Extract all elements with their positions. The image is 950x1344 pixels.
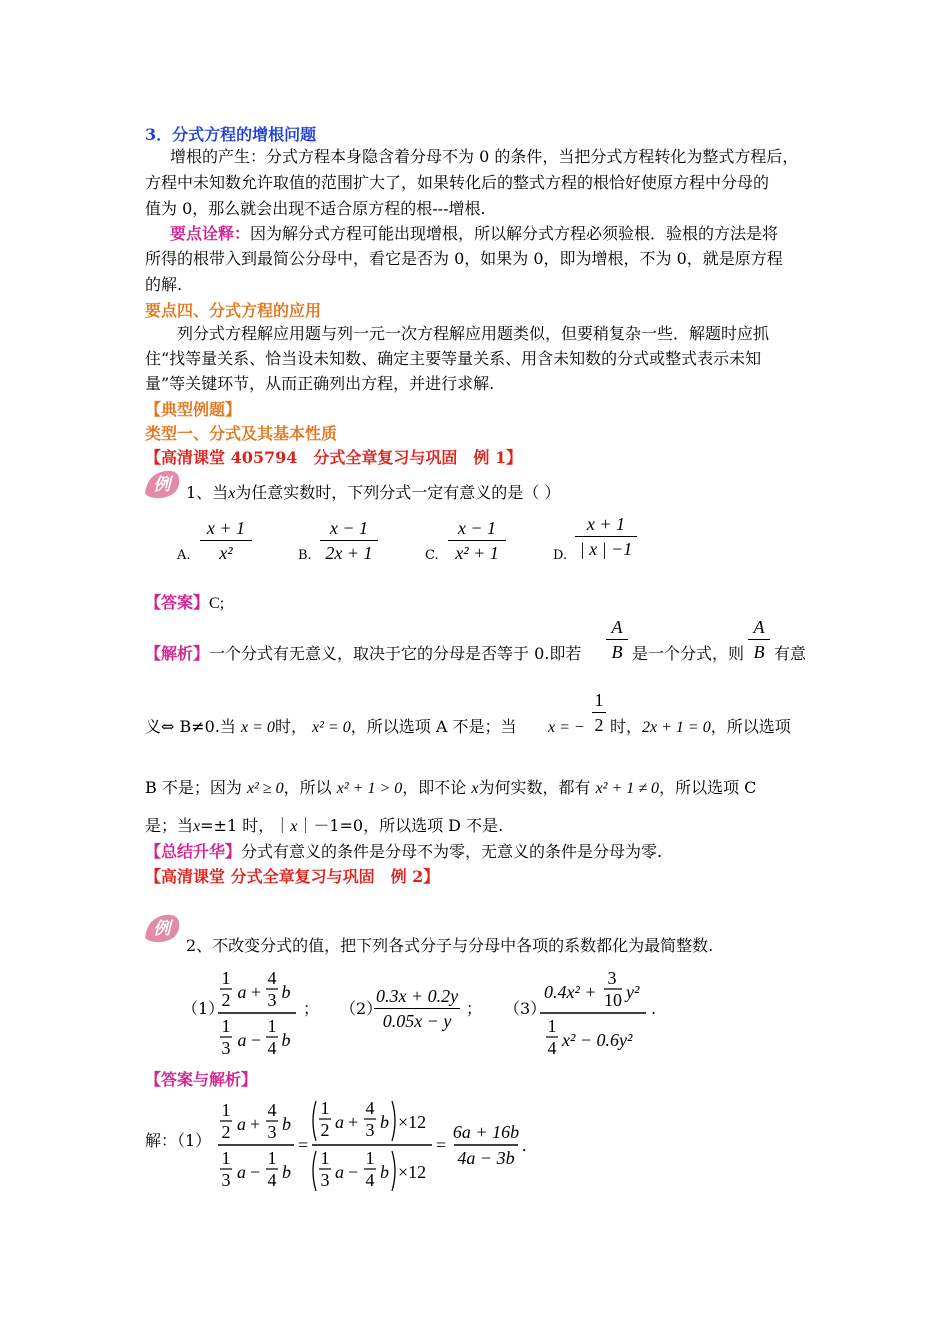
frac-num: A [611,617,623,637]
option-a-label: A. [177,548,191,563]
analysis-l1b: 是一个分式，则 [632,644,745,663]
section3-p1-line2: 方程中未知数允许取值的范围扩大了，如果转化后的整式方程的根恰好使原方程中分母的 [145,173,770,192]
option-b-label: B. [298,548,312,563]
b3: a [335,1112,344,1132]
option-d-fraction [575,513,637,560]
section3-note-line2: 所得的根带入到最简公分母中，看它是否为 0，如果为 0，即为增根，不为 0，就是原方程 [145,249,783,268]
frac-num: A [753,617,765,637]
frac-den: B [753,642,765,662]
l3a: B 不是；因为 [145,778,242,797]
ex1-tag: 【高清课堂 405794 分式全章复习与巩固 例 1】 [145,448,523,467]
va2: a [237,1030,247,1050]
n3: 3 [607,968,617,988]
ex2-part3-fraction [540,965,650,1059]
a13: 4 [267,1170,277,1190]
f3a: 0.4x² + [544,982,597,1002]
end-dot: . [651,999,657,1018]
a10: a [237,1162,246,1182]
badge-text: 例 [153,475,171,495]
frac-den: | x | −1 [579,539,633,559]
n1: 1 [547,1016,557,1036]
l2a: 义⇔ B≠0.当 [145,717,236,736]
l2i: ，所以选项 [710,717,791,736]
n1: 1 [221,968,231,988]
analysis-line2a [145,714,516,741]
l2d: x² = 0 [312,719,351,736]
ex2-part1-fraction [218,965,298,1059]
l2c: 时， [274,717,307,736]
d4: 4 [267,1038,277,1058]
va: a [237,982,247,1002]
frac-num: x + 1 [586,514,626,534]
section4-heading: 要点四、分式方程的应用 [145,301,322,320]
frac-num: x − 1 [329,518,369,538]
f3b: x² − 0.6y² [562,1030,633,1050]
q-post: 为任意实数时，下列分式一定有意义的是（ ） [235,483,561,502]
summary-label: 【总结升华】 [145,842,242,861]
option-a-fraction [200,517,252,564]
option-c-fraction [448,517,506,564]
l2h: 2x + 1 = 0 [642,719,711,736]
frac-den: 2x + 1 [325,543,373,563]
summary-text: 分式有意义的条件是分母不为零，无意义的条件是分母为零. [241,842,663,861]
l3f: x [471,780,479,797]
frac-num: x + 1 [206,518,246,538]
frac-den: B [611,642,623,662]
section4-line3: 量”等关键环节，从而正确列出方程，并进行求解. [145,374,495,393]
answer-label: 【答案】 [145,593,210,612]
frac-a-over-b-2 [748,616,770,663]
ex2-part2-label: （2） [340,999,383,1018]
section3-note [170,221,778,247]
d10: 10 [604,990,622,1010]
analysis-label: 【解析】 [145,644,210,663]
ex2-question: 2、不改变分式的值，把下列各式分子与分母中各项的系数都化为最简整数. [186,936,714,955]
b8: ×12 [398,1112,427,1132]
frac-den: x² + 1 [455,543,499,563]
section4-line1: 列分式方程解应用题与列一元一次方程解应用题类似，但要稍复杂一些．解题时应抓 [177,324,770,343]
l3i: ，所以选项 C [659,778,757,797]
a8: 1 [221,1148,231,1168]
frac-num: 0.3x + 0.2y [375,986,459,1006]
ex1-answer [145,590,224,617]
eq1: = [298,1135,309,1155]
frac-den: x² [219,543,233,563]
a5: 4 [267,1100,277,1120]
b9: 1 [320,1148,330,1168]
sep1: ； [303,999,320,1018]
ex1-summary [145,839,662,865]
b7: b [380,1112,389,1132]
analysis-l1c: 有意 [774,644,807,663]
note-label: 要点诠释： [170,224,251,243]
ex2-solution-equation [218,1093,538,1197]
answer-value: C; [209,595,225,612]
q-var: x [228,485,236,502]
b6: 3 [365,1120,375,1140]
plus: + [250,982,262,1002]
note-line1: 因为解分式方程可能出现增根，所以解分式方程必须验根．验根的方法是将 [250,224,779,243]
sep2: ； [466,999,483,1018]
a4: + [250,1114,261,1134]
section4-line2: 住“找等量关系、恰当设未知数、确定主要等量关系、用含未知数的分式或整式表示未知 [145,349,762,368]
example-badge-icon [143,912,183,946]
b15: b [380,1162,389,1182]
n1c: 1 [267,1016,277,1036]
analysis-line4 [145,813,503,840]
l3e: ，即不论 [402,778,467,797]
section3-heading: 3．分式方程的增根问题 [145,125,317,144]
a2: 2 [221,1122,231,1142]
a11: − [250,1162,261,1182]
b1: 1 [320,1098,330,1118]
frac-num: 1 [594,690,604,710]
b13: 1 [365,1148,375,1168]
a9: 3 [221,1170,231,1190]
l3d: x² + 1 > 0 [336,780,403,797]
section3-p1-line1: 增根的产生：分式方程本身隐含着分母不为 0 的条件，当把分式方程转化为整式方程后， [170,147,799,166]
ex1-question [186,480,560,507]
r3: . [522,1135,527,1155]
b12: − [348,1162,359,1182]
l3c: ，所以 [283,778,332,797]
l3g: 为何实数，都有 [478,778,591,797]
l2f: x = − [548,719,585,736]
a7: b [282,1114,291,1134]
analysis-line2b [610,714,791,741]
frac-num: x − 1 [457,518,497,538]
analysis-l1a: 一个分式有无意义，取决于它的分母是否等于 0.即若 [209,644,582,663]
n1b: 1 [221,1016,231,1036]
frac-a-over-b-1 [606,616,628,663]
examples-heading: 【典型例题】 [145,400,242,419]
vb: b [281,982,291,1002]
l3b: x² ≥ 0 [246,780,284,797]
section3-note-line3: 的解. [145,275,183,294]
l4e: ｜－1=0，所以选项 D 不是. [297,816,504,835]
a12: 1 [267,1148,277,1168]
analysis-line1 [145,641,581,667]
d3b: 3 [221,1038,231,1058]
b16: ×12 [398,1162,427,1182]
ex2-part2-fraction [374,985,460,1032]
r1: 6a + 16b [452,1122,520,1142]
analysis-line3 [145,775,756,802]
solve-label: 解：（1） [145,1131,212,1150]
a1: 1 [221,1100,231,1120]
d4: 4 [547,1038,557,1058]
ex2-answer-label: 【答案与解析】 [145,1070,258,1089]
q-pre: 1、当 [186,483,229,502]
a14: b [282,1162,291,1182]
option-b-fraction [320,517,378,564]
type1-heading: 类型一、分式及其基本性质 [145,424,338,443]
l4b: x [193,818,201,835]
example-badge-icon [143,468,183,502]
b14: 4 [365,1170,375,1190]
l3h: x² + 1 ≠ 0 [595,780,660,797]
l2g: 时， [610,717,643,736]
a6: 3 [267,1122,277,1142]
analysis-l2f [548,714,585,741]
d2: 2 [221,990,231,1010]
b4: + [348,1112,359,1132]
l2b: x = 0 [241,719,275,736]
l4c: =±1 时，｜ [200,816,291,835]
frac-one-half [592,689,606,736]
frac-den: 0.05x − y [382,1011,452,1031]
vb2: b [281,1030,291,1050]
ex2-part1-label: （1） [182,999,225,1018]
l2e: ，所以选项 A 不是；当 [350,717,517,736]
b2: 2 [320,1120,330,1140]
d3: 3 [267,990,277,1010]
l4a: 是；当 [145,816,194,835]
option-c-label: C. [425,548,439,563]
l4d: x [290,818,298,835]
frac-den: 2 [594,715,604,735]
a3: a [237,1114,246,1134]
n4: 4 [267,968,277,988]
b11: a [335,1162,344,1182]
option-d-label: D. [553,548,568,563]
badge-text: 例 [153,919,171,939]
ex2-tag: 【高清课堂 分式全章复习与巩固 例 2】 [145,867,440,886]
y2: y² [626,982,640,1002]
b5: 4 [365,1098,375,1118]
section3-p1-line3: 值为 0，那么就会出现不适合原方程的根---增根. [145,199,486,218]
minus: − [250,1030,262,1050]
eq2: = [436,1135,447,1155]
b10: 3 [320,1170,330,1190]
r2: 4a − 3b [457,1148,515,1168]
ex2-part3-label: （3） [504,999,547,1018]
